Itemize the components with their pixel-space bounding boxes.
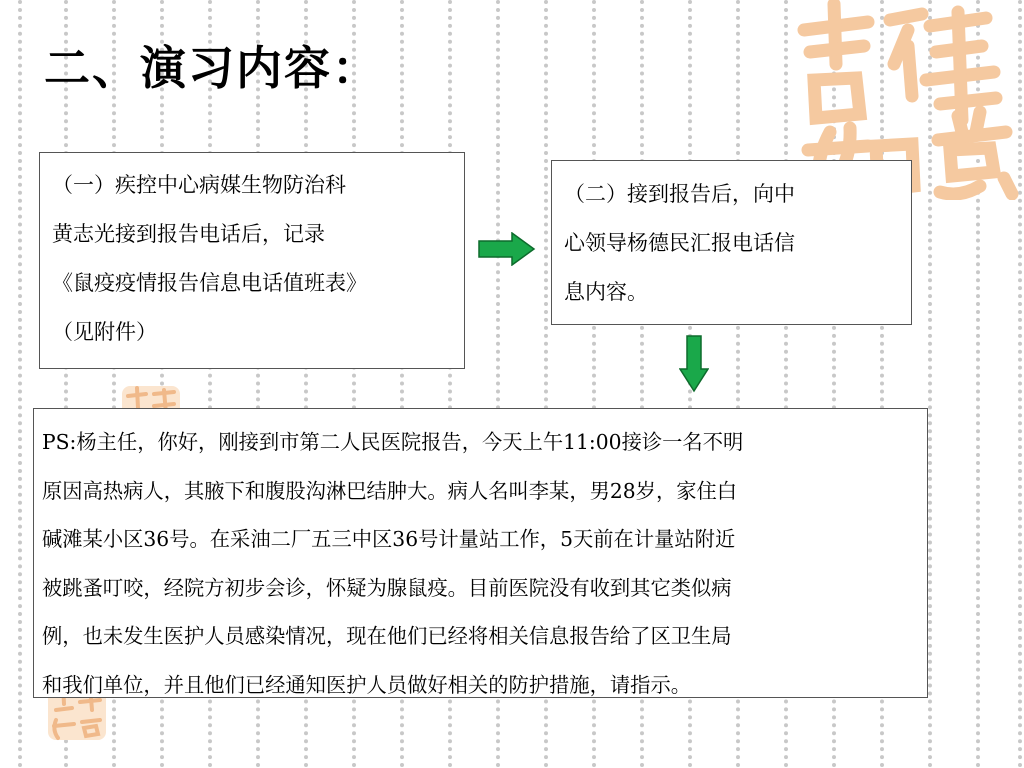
down-arrow-icon xyxy=(679,335,709,393)
step-two-line: 心领导杨德民汇报电话信 xyxy=(564,231,795,255)
scenario-line: 被跳蚤叮咬，经院方初步会诊，怀疑为腺鼠疫。目前医院没有收到其它类似病 xyxy=(42,575,732,600)
scenario-line: 原因高热病人，其腋下和腹股沟淋巴结肿大。病人名叫李某，男28岁，家住白 xyxy=(42,478,738,503)
step-two-line: （二）接到报告后，向中 xyxy=(564,182,795,206)
scenario-line: 例，也未发生医护人员感染情况，现在他们已经将相关信息报告给了区卫生局 xyxy=(42,624,732,648)
step-one-line: 黄志光接到报告电话后，记录 xyxy=(52,222,325,246)
scenario-line: PS:杨主任，你好，刚接到市第二人民医院报告，今天上午11:00接诊一名不明 xyxy=(42,430,744,454)
page-title: 二、演习内容： xyxy=(44,41,380,95)
step-one-box xyxy=(39,152,465,369)
step-two-box xyxy=(551,160,912,325)
scenario-line: 和我们单位，并且他们已经通知医护人员做好相关的防护措施，请指示。 xyxy=(42,672,692,697)
step-one-line: 《鼠疫疫情报告信息电话值班表》 xyxy=(52,271,367,295)
scenario-line: 碱滩某小区36号。在采油二厂五三中区36号计量站工作，5天前在计量站附近 xyxy=(42,527,736,551)
scenario-note-box xyxy=(33,408,928,698)
step-one-line: （见附件） xyxy=(52,320,157,344)
step-one-line: （一）疾控中心病媒生物防治科 xyxy=(52,173,346,197)
right-arrow-icon xyxy=(478,232,536,266)
step-two-line: 息内容。 xyxy=(564,280,648,304)
